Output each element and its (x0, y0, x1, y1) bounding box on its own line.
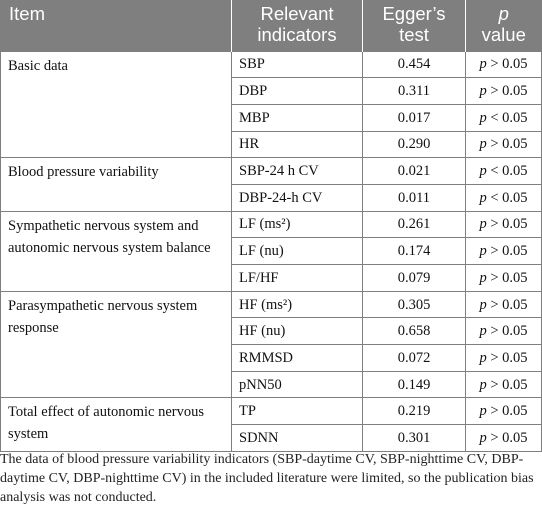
egger-value-cell: 0.658 (363, 318, 466, 345)
group-name-cell: Sympathetic nervous system and autonomic nervous system balance (1, 211, 232, 291)
egger-value-cell: 0.011 (363, 184, 466, 211)
p-symbol: p (479, 403, 487, 420)
indicator-cell: pNN50 (232, 371, 363, 398)
p-symbol: p (479, 376, 487, 393)
p-symbol: p (479, 216, 487, 233)
p-value-cell: p > 0.05 (466, 211, 542, 238)
indicator-cell: TP (232, 398, 363, 425)
p-symbol: p (479, 56, 487, 73)
p-value-cell: p > 0.05 (466, 345, 542, 372)
p-value-cell: p < 0.05 (466, 184, 542, 211)
table-row (1, 291, 542, 318)
header-indicators-line2: indicators (257, 24, 337, 45)
egger-value-cell: 0.311 (363, 78, 466, 105)
p-symbol: p (479, 136, 487, 153)
header-indicators (232, 0, 363, 51)
header-egger-line1: Egger’s (382, 3, 446, 24)
p-symbol: p (479, 323, 487, 340)
p-value-cell: p > 0.05 (466, 425, 542, 452)
p-value-cell: p > 0.05 (466, 265, 542, 292)
indicator-cell: HF (ms²) (232, 291, 363, 318)
p-symbol: p (479, 163, 487, 180)
indicator-cell: HF (nu) (232, 318, 363, 345)
p-symbol: p (479, 109, 487, 126)
indicator-cell: DBP-24-h CV (232, 184, 363, 211)
header-indicators-line1: Relevant (260, 3, 334, 24)
p-symbol: p (479, 349, 487, 366)
p-value-cell: p < 0.05 (466, 158, 542, 185)
table-row (1, 51, 542, 78)
egger-value-cell: 0.290 (363, 131, 466, 158)
indicator-cell: LF/HF (232, 265, 363, 292)
indicator-cell: MBP (232, 104, 363, 131)
header-p-value (466, 0, 542, 51)
egger-value-cell: 0.021 (363, 158, 466, 185)
table-body (1, 51, 542, 451)
indicator-cell: SBP (232, 51, 363, 78)
header-egger-line2: test (399, 24, 429, 45)
indicator-cell: SDNN (232, 425, 363, 452)
egger-value-cell: 0.174 (363, 238, 466, 265)
egger-value-cell: 0.301 (363, 425, 466, 452)
table-footnote: The data of blood pressure variability indicators (SBP-daytime CV, SBP-nighttime CV, DBP-daytime CV, DBP-nighttime CV) in the included literature were limited, so the publication bias analysis was not conducted. (0, 452, 534, 505)
group-name-cell: Blood pressure variability (1, 158, 232, 211)
group-name-cell: Basic data (1, 51, 232, 158)
indicator-cell: DBP (232, 78, 363, 105)
p-value-cell: p > 0.05 (466, 398, 542, 425)
p-value-cell: p > 0.05 (466, 291, 542, 318)
group-name-cell: Total effect of autonomic nervous system (1, 398, 232, 451)
indicator-cell: RMMSD (232, 345, 363, 372)
egger-value-cell: 0.149 (363, 371, 466, 398)
p-symbol: p (479, 269, 487, 286)
header-item (1, 0, 232, 51)
egger-value-cell: 0.454 (363, 51, 466, 78)
header-egger (363, 0, 466, 51)
table-row (1, 211, 542, 238)
table-header (1, 0, 542, 51)
egger-value-cell: 0.072 (363, 345, 466, 372)
p-value-cell: p < 0.05 (466, 104, 542, 131)
indicator-cell: LF (nu) (232, 238, 363, 265)
p-value-cell: p > 0.05 (466, 238, 542, 265)
indicator-cell: SBP-24 h CV (232, 158, 363, 185)
egger-value-cell: 0.219 (363, 398, 466, 425)
p-symbol: p (479, 429, 487, 446)
group-name-cell: Parasympathetic nervous system response (1, 291, 232, 398)
header-item-label: Item (9, 3, 45, 24)
header-p-line2: value (481, 24, 526, 45)
p-value-cell: p > 0.05 (466, 371, 542, 398)
p-value-cell: p > 0.05 (466, 131, 542, 158)
indicator-cell: LF (ms²) (232, 211, 363, 238)
table-row (1, 158, 542, 185)
p-value-cell: p > 0.05 (466, 51, 542, 78)
table-row (1, 398, 542, 425)
indicator-cell: HR (232, 131, 363, 158)
header-row (1, 0, 542, 51)
egger-value-cell: 0.079 (363, 265, 466, 292)
p-symbol: p (479, 83, 487, 100)
p-symbol: p (479, 243, 487, 260)
egger-value-cell: 0.305 (363, 291, 466, 318)
p-value-cell: p > 0.05 (466, 78, 542, 105)
p-value-cell: p > 0.05 (466, 318, 542, 345)
egger-value-cell: 0.261 (363, 211, 466, 238)
p-symbol: p (479, 296, 487, 313)
p-symbol: p (479, 189, 487, 206)
header-p-line1: p (498, 3, 509, 24)
egger-value-cell: 0.017 (363, 104, 466, 131)
